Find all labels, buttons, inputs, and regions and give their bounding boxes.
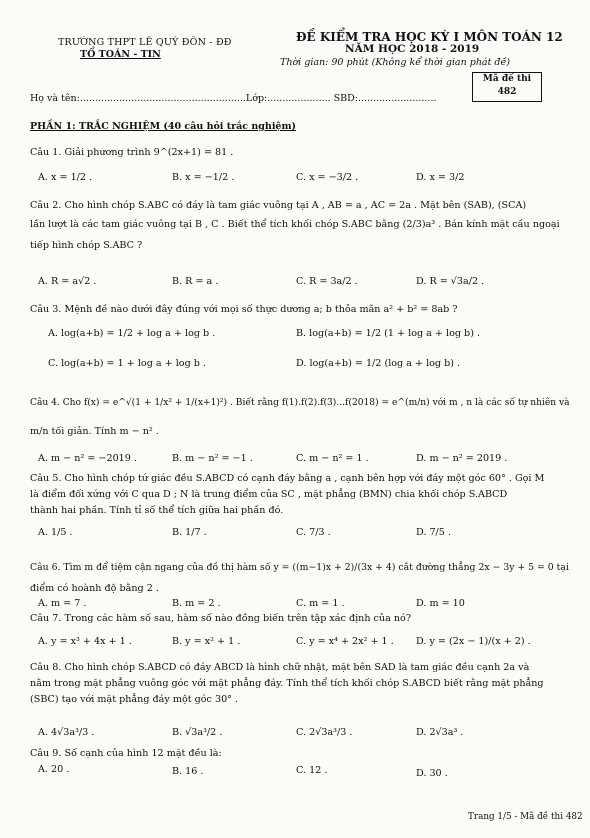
- question-4-line-1: Câu 4. Cho f(x) = e^√(1 + 1/x² + 1/(x+1)²) . Biết rằng f(1).f(2).f(3)...f(2018) = e^(m/n) với m , n là các số tự nhiên và: [30, 398, 570, 408]
- question-5-line-1: Câu 5. Cho hình chóp tứ giác đều S.ABCD có cạnh đáy bằng a , cạnh bên hợp với đáy một góc 60° . Gọi M: [30, 473, 545, 484]
- school-year: NĂM HỌC 2018 - 2019: [345, 43, 480, 55]
- question-2-line-1: Câu 2. Cho hình chóp S.ABC có đáy là tam giác vuông tại A , AB = a , AC = 2a . Mặt bên (SAB), (SCA): [30, 200, 527, 211]
- question-7-option-a: A. y = x³ + 4x + 1 .: [38, 636, 132, 647]
- question-8-line-2: nằm trong mặt phẳng vuông góc với mặt phẳng đáy. Tính thể tích khối chóp S.ABCD biết rằng mặt phẳng: [30, 678, 544, 689]
- question-3-option-b: B. log(a+b) = 1/2 (1 + log a + log b) .: [296, 328, 481, 339]
- question-8-option-a: A. 4√3a³/3 .: [38, 727, 95, 738]
- question-5-option-b: B. 1/7 .: [172, 527, 207, 538]
- question-5-line-2: là điểm đối xứng với C qua D ; N là trung điểm của SC , mặt phẳng (BMN) chia khối chóp S.ABCD: [30, 489, 508, 500]
- question-5-option-c: C. 7/3 .: [296, 527, 331, 538]
- question-9-option-c: C. 12 .: [296, 765, 328, 776]
- exam-code-label: Mã đề thi: [482, 74, 532, 84]
- exam-code-box: [472, 72, 542, 102]
- question-3-stem: Câu 3. Mệnh đề nào dưới đây đúng với mọi số thực dương a; b thỏa mãn a² + b² = 8ab ?: [30, 304, 458, 315]
- question-4-option-b: B. m − n² = −1 .: [172, 453, 253, 464]
- question-2-line-3: tiếp hình chóp S.ABC ?: [30, 240, 143, 251]
- question-6-line-1: Câu 6. Tìm m để tiệm cận ngang của đồ thị hàm số y = ((m−1)x + 2)/(3x + 4) cắt đường thẳng 2x − 3y + 5 = 0 tại: [30, 562, 569, 573]
- question-2-option-c: C. R = 3a/2 .: [296, 276, 358, 287]
- time-limit: Thời gian: 90 phút (Không kể thời gian phát đề): [280, 57, 511, 68]
- question-4-option-c: C. m − n² = 1 .: [296, 453, 369, 464]
- question-3-option-c: C. log(a+b) = 1 + log a + log b .: [48, 358, 207, 369]
- question-6-option-c: C. m = 1 .: [296, 598, 345, 609]
- question-8-line-1: Câu 8. Cho hình chóp S.ABCD có đáy ABCD là hình chữ nhật, mặt bên SAD là tam giác đều cạnh 2a và: [30, 662, 530, 673]
- question-4-option-d: D. m − n² = 2019 .: [416, 453, 508, 464]
- question-9-option-b: B. 16 .: [172, 766, 204, 777]
- question-1-option-d: D. x = 3/2: [416, 172, 465, 183]
- page-footer: Trang 1/5 - Mã đề thi 482: [468, 812, 583, 822]
- department-name: TỔ TOÁN - TIN: [80, 49, 161, 60]
- question-5-option-a: A. 1/5 .: [38, 527, 73, 538]
- part-heading: PHẦN 1: TRẮC NGHIỆM (40 câu hỏi trắc nghiệm): [30, 121, 297, 132]
- question-4-line-2: m/n tối giản. Tính m − n² .: [30, 426, 159, 437]
- question-8-option-c: C. 2√3a³/3 .: [296, 727, 353, 738]
- question-5-line-3: thành hai phần. Tính tỉ số thể tích giữa hai phần đó.: [30, 505, 284, 516]
- question-7-option-c: C. y = x⁴ + 2x² + 1 .: [296, 636, 394, 647]
- question-1-option-a: A. x = 1/2 .: [38, 172, 93, 183]
- question-8-option-d: D. 2√3a³ .: [416, 727, 464, 738]
- question-3-option-a: A. log(a+b) = 1/2 + log a + log b .: [48, 328, 216, 339]
- question-8-line-3: (SBC) tạo với mặt phẳng đáy một góc 30° .: [30, 694, 239, 705]
- student-info-line: Họ và tên:.......................................................Lớp:..................... SBD:..........................: [30, 93, 437, 104]
- question-9-stem: Câu 9. Số cạnh của hình 12 mặt đều là:: [30, 748, 222, 759]
- question-7-stem: Câu 7. Trong các hàm số sau, hàm số nào đồng biến trên tập xác định của nó?: [30, 613, 411, 624]
- question-9-option-d: D. 30 .: [416, 768, 448, 779]
- question-1-option-c: C. x = −3/2 .: [296, 172, 359, 183]
- question-2-option-d: D. R = √3a/2 .: [416, 276, 485, 287]
- question-6-option-d: D. m = 10: [416, 598, 465, 609]
- exam-code-value: 482: [497, 87, 517, 97]
- question-5-option-d: D. 7/5 .: [416, 527, 451, 538]
- question-3-option-d: D. log(a+b) = 1/2 (log a + log b) .: [296, 358, 461, 369]
- question-7-option-b: B. y = x² + 1 .: [172, 636, 241, 647]
- question-4-option-a: A. m − n² = −2019 .: [38, 453, 137, 464]
- question-8-option-b: B. √3a³/2 .: [172, 727, 223, 738]
- question-6-option-a: A. m = 7 .: [38, 598, 87, 609]
- question-7-option-d: D. y = (2x − 1)/(x + 2) .: [416, 636, 531, 647]
- question-9-option-a: A. 20 .: [38, 764, 70, 775]
- question-2-option-b: B. R = a .: [172, 276, 219, 287]
- question-6-line-2: điểm có hoành độ bằng 2 .: [30, 583, 159, 594]
- school-name: TRƯỜNG THPT LÊ QUÝ ĐÔN - ĐĐ: [58, 37, 232, 48]
- question-1-stem: Câu 1. Giải phương trình 9^(2x+1) = 81 .: [30, 147, 234, 158]
- question-2-option-a: A. R = a√2 .: [38, 276, 97, 287]
- exam-title: ĐỀ KIỂM TRA HỌC KỲ I MÔN TOÁN 12: [296, 30, 563, 44]
- question-2-line-2: lần lượt là các tam giác vuông tại B , C . Biết thể tích khối chóp S.ABC bằng (2/3)a³ . Bán kính mặt cầu ngoại: [30, 219, 560, 230]
- question-6-option-b: B. m = 2 .: [172, 598, 221, 609]
- question-1-option-b: B. x = −1/2 .: [172, 172, 235, 183]
